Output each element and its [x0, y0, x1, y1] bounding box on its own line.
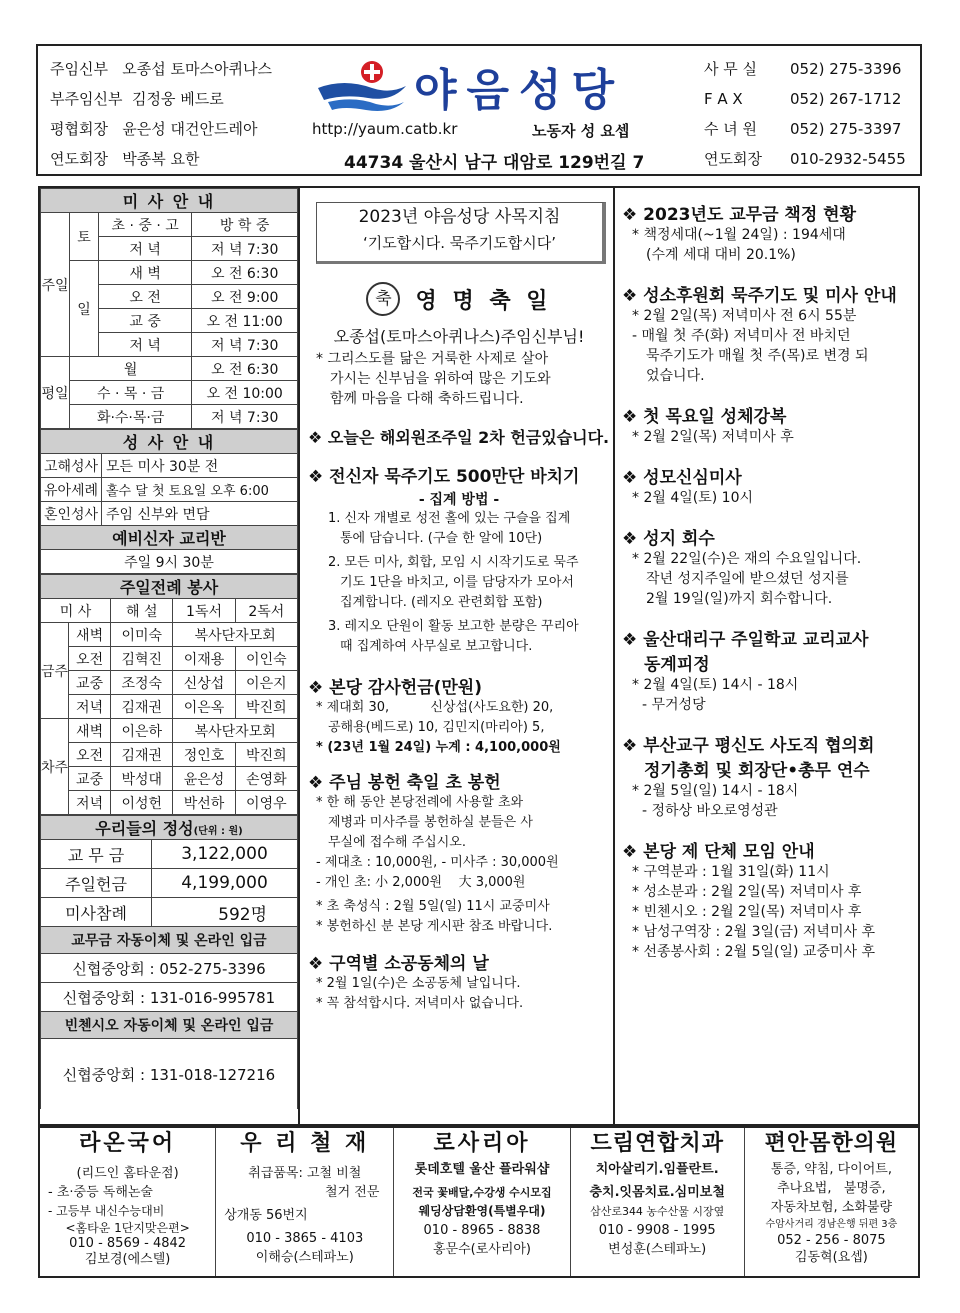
sunday-day-label: 일 [70, 261, 99, 357]
masthead [36, 44, 922, 176]
contact-row: F A X 052) 267-1712 [704, 90, 902, 108]
feast-text: * 그리스도를 닮은 거룩한 사제로 살아 가시는 신부님을 위하여 많은 기도와 함께 마음을 다해 축하드립니다. [316, 351, 551, 407]
parish-title: 야음성당 [414, 65, 625, 116]
clergy-row: 부주임신부 김정웅 베드로 [50, 90, 224, 108]
notice-item: ❖ 성소후원회 묵주기도 및 미사 안내 * 2월 2일(목) 저녁미사 전 6시 55분 - 매월 첫 주(화) 저녁미사 전 바치던 묵주기도가 매월 첫 주(목)로 변경 되 었습니다. [622, 286, 897, 384]
main-body [38, 186, 920, 1126]
clergy-list [50, 54, 272, 174]
notice-item: ❖ 성지 회수 * 2월 22일(수)은 재의 수요일입니다. 작년 성지주일에 받으셨던 성지를 2월 19일(일)까지 회수합니다. [622, 529, 862, 607]
notice-item: ❖ 2023년도 교무금 책정 현황 * 책정세대(~1월 24일) : 194세대 (수계 세대 대비 20.1%) [622, 205, 857, 263]
overseas-aid-notice: ❖ 오늘은 해외원조주일 2차 헌금있습니다. [308, 428, 610, 447]
mass-title: 미 사 안 내 [41, 189, 298, 213]
this-week-label: 금주 [41, 623, 69, 719]
middle-column: 2023년 야음성당 사목지침 ‘기도합시다. 묵주기도합시다’ 축 영 명 축 일 오종섭(토마스아퀴나스)주임신부님! * 그리스도를 닮은 거룩한 사제로 살아 가시는 신부님을 위하여 많은 기도와 함께 마음을 다해 축하드립니다. ❖ 오늘은 해외원조주일 2차 헌금있습니다. ❖ 전신자 묵주기도 500만단 바치기 - 집계 방법 - 1. 신자 개별로 성전 홀에 있는 구슬을 집계 통에 담습니다. (구슬 한 알에 10단) 2. 모든 미사, 회합, 모임 시 시작기도로 묵주 기도 1단을 바치고, 이를 담당자가 모아서 집계합니다. (레지오 관련회합 포함) 3. 레지오 단원이 활동 보고한 분량은 꾸리아 때 집계하여 사무실로 보고합니다. ❖ 본당 감사헌금(만원) * 제대회 30, 신상섭(사도요한) 20, 공해용(베드로) 10, 김민지(마리아) 5, * (23년 1월 24일) 누계 : 4,100,000원 ❖ 주님 봉헌 축일 초 봉헌 * 한 해 동안 본당전례에 사용할 초와 제병과 미사주를 봉헌하실 분들은 사 무실에 접수해 주십시오. - 제대초 : 10,000원, - 미사주 : 30,000원 - 개인 초: 小 2,000원 大 3,000원 * 초 축성식 : 2월 5일(일) 11시 교중미사 * 봉헌하신 분 본당 게시판 참조 바랍니다. ❖ 구역별 소공동체의 날 * 2월 1일(수)은 소공동체 날입니다. * 꼭 참석합시다. 저녁미사 없습니다. [308, 202, 610, 1014]
left-column [40, 188, 298, 1109]
ad-pyeonan-clinic: 편안몸한의원 통증, 약침, 다이어트, 추나요법, 불명증, 자동차보험, 소화불량 수암사거리 경남은행 뒤편 3층 052 - 256 - 8075 김동혁(요셉) [764, 1131, 899, 1265]
sacrament-table: 성 사 안 내 고해성사 모든 미사 30분 전 유아세례 홀수 달 첫 토요일 오후 6:00 혼인성사 주임 신부와 면담 예비신자 교리반 주일 9시 30분 [40, 429, 298, 574]
catechumen-title: 예비신자 교리반 [41, 526, 298, 550]
next-week-label: 차주 [41, 719, 69, 815]
catechumen-time: 주일 9시 30분 [41, 550, 298, 574]
contact-row: 연도회장 010-2932-5455 [704, 150, 906, 168]
parish-address: 44734 울산시 남구 대암로 129번길 7 [344, 153, 645, 173]
ad-strip [38, 1126, 920, 1278]
clergy-row: 주임신부 오종섭 토마스아퀴나스 [50, 60, 272, 78]
clergy-row: 평협회장 윤은성 대건안드레아 [50, 120, 258, 138]
rosary-method: 1. 신자 개별로 성전 홀에 있는 구슬을 집계 통에 담습니다. (구슬 한 알에 10단) 2. 모든 미사, 회합, 모임 시 시작기도로 묵주 기도 1단을 바치고, 이를 담당자가 모아서 집계합니다. (레지오 관련회합 포함) 3. 레지오 단원이 활동 보고한 분량은 꾸리아 때 집계하여 사무실로 보고합니다. [328, 511, 579, 654]
candle-text: * 한 해 동안 본당전례에 사용할 초와 제병과 미사주를 봉헌하실 분들은 사 무실에 접수해 주십시오. - 제대초 : 10,000원, - 미사주 : 30,000원 - 개인 초: 小 2,000원 大 3,000원 * 초 축성식 : 2월 5일(일) 11시 교중미사 * 봉헌하신 분 본당 게시판 참조 바랍니다. [316, 795, 559, 934]
thanks-title: ❖ 본당 감사헌금(만원) [308, 678, 482, 698]
mass-schedule-table: 미 사 안 내 주일 토 초 · 중 · 고 방 학 중 저 녁 저 녁 7:30 일 새 벽 오 전 6:30 오 전 오 전 9:00 교 중 오 전 11:00 저 녁 저 녁 7:30 평일 월 오 전 6:30 수 · 목 · 금 오 전 10:00 화·수·목·금 저 녁 7:30 [40, 188, 298, 429]
contact-row: 수 녀 원 052) 275-3397 [704, 120, 902, 138]
candle-title: ❖ 주님 봉헌 축일 초 봉헌 [308, 773, 501, 793]
ad-rosaria: 로사리아 롯데호텔 울산 플라워샵 전국 꽃배달,수강생 수시모집 웨딩상담환영(특별우대) 010 - 8965 - 8838 홍문수(로사리아) [394, 1128, 570, 1276]
notice-item: ❖ 부산교구 평신도 사도직 협의회 정기총회 및 회장단•총무 연수 * 2월 5일(일) 14시 - 18시 - 정하상 바오로영성관 [622, 736, 875, 819]
feast-badge-icon: 축 [366, 282, 400, 316]
notice-item: ❖ 성모신심미사 * 2월 4일(토) 10시 [622, 468, 753, 506]
parish-logo-icon [314, 58, 410, 114]
notice-item: ❖ 울산대리구 주일학교 교리교사 동계피정 * 2월 4일(토) 14시 - 18시 - 무거성당 [622, 630, 869, 713]
rosary-title: ❖ 전신자 묵주기도 500만단 바치기 [308, 467, 580, 487]
feast-heading: 축 영 명 축 일 [308, 282, 610, 316]
bank2-title: 빈첸시오 자동이체 및 온라인 입금 [41, 1012, 298, 1039]
notice-item: ❖ 첫 목요일 성체강복 * 2월 2일(목) 저녁미사 후 [622, 407, 794, 445]
motto-box: 2023년 야음성당 사목지침 ‘기도합시다. 묵주기도합시다’ [316, 202, 606, 264]
saturday-label: 토 [70, 213, 99, 261]
community-title: ❖ 구역별 소공동체의 날 [308, 954, 489, 974]
contact-row: 사 무 실 052) 275-3396 [704, 60, 902, 78]
ad-raon: 라온국어 (리드인 홈타운점) - 초·중등 독해논술 - 고등부 내신수능대비 <홈타운 1단지맞은편> 010 - 8569 - 4842 김보경(에스텔) [40, 1128, 216, 1276]
parish-url[interactable]: http://yaum.catb.kr [312, 120, 458, 138]
right-column [622, 200, 918, 962]
clergy-row: 연도회장 박종복 요한 [50, 150, 200, 168]
ad-uri-steel: 우 리 철 재 취급품목: 고철 비철 철거 전문 상개동 56번지 010 - 3865 - 4103 이해승(스테파노) [216, 1128, 394, 1276]
bank1-title: 교무금 자동이체 및 온라인 입금 [41, 927, 298, 954]
contact-list [704, 54, 906, 174]
sunday-label: 주일 [41, 213, 70, 357]
community-text: * 2월 1일(수)은 소공동체 날입니다. * 꼭 참석합시다. 저녁미사 없습니다. [316, 976, 524, 1011]
weekday-label: 평일 [41, 357, 70, 429]
thanks-list: * 제대회 30, 신상섭(사도요한) 20, 공해용(베드로) 10, 김민지(마리아) 5, * (23년 1월 24일) 누계 : 4,100,000원 [316, 700, 561, 755]
patron-saint: 노동자 성 요셉 [532, 122, 630, 140]
ad-dream-dental: 드림연합치과 치아살리기.임플란트. 충치.잇몸치료.심미보철 삼산로344 농수산물 시장옆 010 - 9908 - 1995 변성훈(스테파노) [571, 1128, 745, 1276]
offering-table: 우리들의 정성(단위 : 원) 교 무 금 3,122,000 주일헌금 4,199,000 미사참례 592명 교무금 자동이체 및 온라인 입금 신협중앙회 : 052-275-3396 신협중앙회 : 131-016-995781 빈첸시오 자동이체 및 온라인 입금 신협중앙회 : 131-018-127216 [40, 815, 298, 1109]
notice-item: ❖ 본당 제 단체 모임 안내 * 구역분과 : 1월 31일(화) 11시 * 성소분과 : 2월 2일(목) 저녁미사 후 * 빈첸시오 : 2월 2일(목) 저녁미사 후 * 남성구역장 : 2월 3일(금) 저녁미사 후 * 선종봉사회 : 2월 5일(일) 교중미사 후 [622, 842, 875, 960]
liturgy-table: 주일전례 봉사 미 사 해 설 1독서 2독서 금주 새벽 이미숙 복사단자모회 오전 김혁진 이재용 이인숙 교중 조정숙 신상섭 이은지 저녁 김재권 이은옥 박진희 차주 새벽 이은하 복사단자모회 오전 김재권 정인호 박진희 교중 박성대 윤은성 손영화 저녁 이성헌 박선하 이영우 [40, 574, 298, 815]
